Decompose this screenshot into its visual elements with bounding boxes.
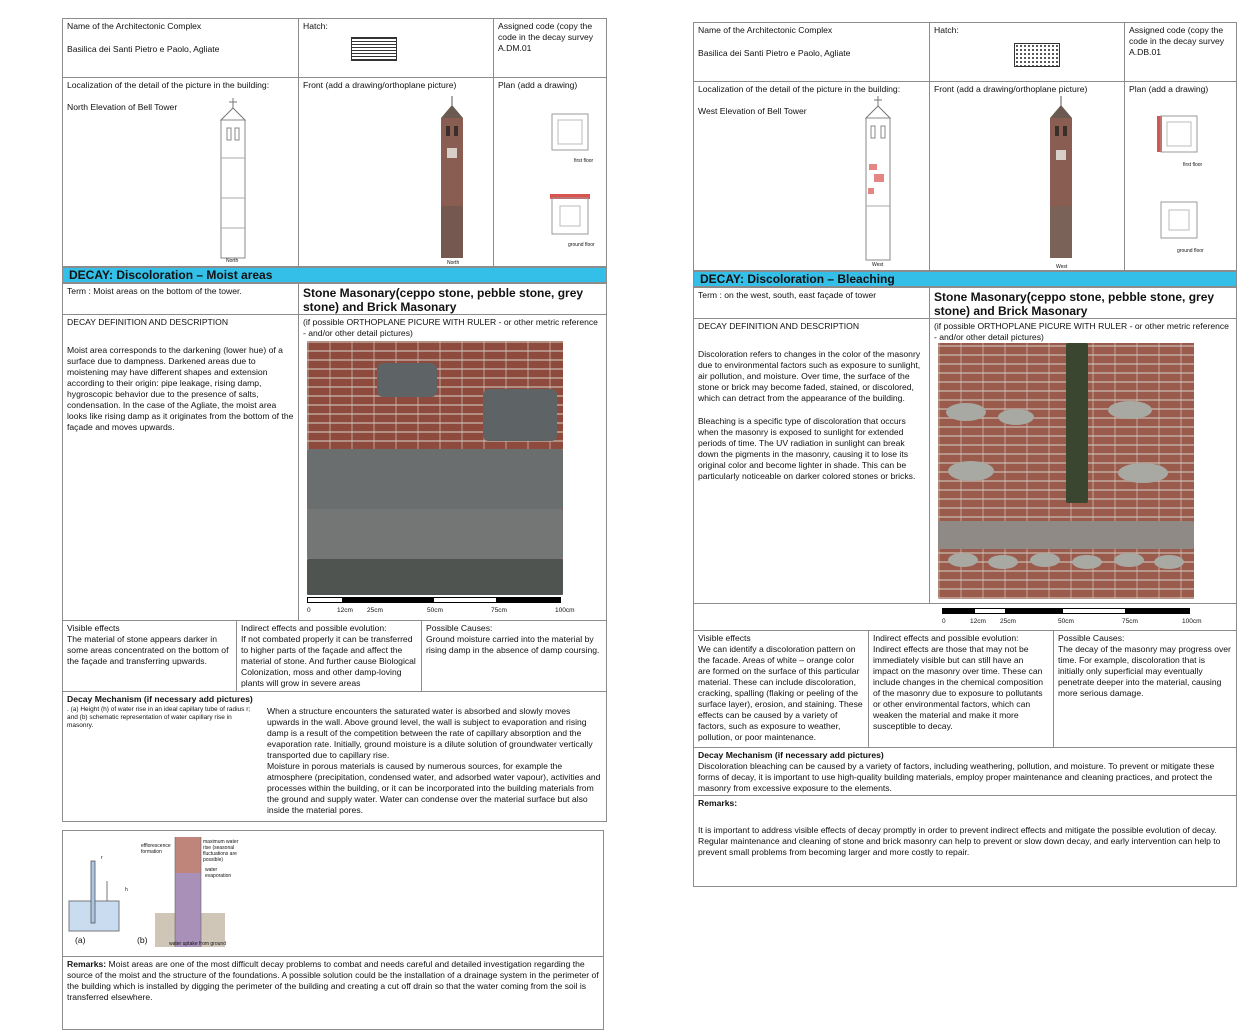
tower-line-drawing [860,96,896,268]
remarks-cell [693,795,1237,887]
definition-text-2: Bleaching is a specific type of discoloration that occurs when the masonry is exposed to sunlight for extended periods of time. The UV radiation in sunlight can break down the pigments in the masonry, causing it to lose its original color and become lighter in shade. This can be particularly noticeable on darker colored stones or bricks. [698,416,916,481]
hatch-swatch [351,37,397,61]
metric-ruler [942,608,1222,624]
ruler-label: 75cm [491,607,507,614]
remarks-label: Remarks: [698,798,738,808]
photo-cell [298,314,607,621]
ruler-label: 100cm [1182,618,1202,625]
definition-text: Moist area corresponds to the darkening (lower hue) of a surface due to dampness. Darkened areas due to moistening may have different shapes and extension according to their origin: pipe leakage, rising damp, hygroscopic behavior due to the presence of salts, condensation. In the case of the Agliate, the moist area looks like rising damp as it originates from the bottom of the façade and moves upwards. [67,345,294,432]
localization-cell [693,81,930,271]
plan-label: Plan (add a drawing) [1129,84,1209,94]
material-text: Stone Masonary(ceppo stone, pebble stone, grey stone) and Brick Masonary [303,286,584,314]
code-cell [493,18,607,78]
definition-label: DECAY DEFINITION AND DESCRIPTION [67,317,229,327]
ruler-label: 12cm [337,607,353,614]
localization-label: Localization of the detail of the picture in the building: [67,80,270,90]
term-text: Term : on the west, south, east façade of tower [698,290,877,300]
remarks-text: It is important to address visible effects of decay promptly in order to prevent indirect effects and mitigate the possible evolution of decay. Regular maintenance and cleaning of stone and brick masonry can help to prevent or slow down decay, and early intervention can help to prevent small problems from becoming larger and more costly to repair. [698,825,1221,857]
code-label: Assigned code (copy the code in the decay survey [498,21,594,42]
photo-note: (if possible ORTHOPLANE PICURE WITH RULER - or other metric reference - and/or other detail pictures) [934,321,1229,342]
remarks-label: Remarks: [67,959,107,969]
code-value: A.DB.01 [1129,47,1162,57]
indirect-text: If not combated properly it can be transferred to higher parts of the façade and affect the material of stone. And further cause Biological Colonization, moss and other damp-loving plants will grow in severe areas [241,634,416,688]
visible-label: Visible effects [67,623,120,633]
ruler-cell [693,603,1237,631]
indirect-effects-cell [868,630,1054,748]
material-text: Stone Masonary(ceppo stone, pebble stone, grey stone) and Brick Masonary [934,290,1215,318]
diagram-cell [62,830,604,956]
causes-text: The decay of the masonry may progress over time. For example, discoloration that is initially only superficial may eventually penetrate deeper into the material, causing more serious damage. [1058,644,1231,698]
localization-label: Localization of the detail of the picture in the building: [698,84,901,94]
tower-caption: North [226,258,239,264]
photo-note: (if possible ORTHOPLANE PICURE WITH RULER - or other metric reference - and/or other detail pictures) [303,317,598,338]
plan-ground-floor-drawing [548,190,592,240]
complex-name: Basilica dei Santi Pietro e Paolo, Agliate [67,44,220,54]
localization-value: North Elevation of Bell Tower [67,102,178,112]
visible-text: We can identify a discoloration pattern on the facade. Areas of white – orange color are formed on the surface of this particular material. These can include discoloration, cracking, spalling (flaking or peeling of the surface layer), erosion, and staining. These effects can be caused by a variety of factors, such as exposure to weather, pollution, or poor maintenance. [698,644,863,742]
tower-line-drawing [213,98,253,267]
code-label: Assigned code (copy the code in the decay survey [1129,25,1225,46]
metric-ruler [307,597,587,613]
diagram-h-label: h [125,887,128,893]
ruler-label: 50cm [1058,618,1074,625]
indirect-label: Indirect effects and possible evolution: [873,633,1019,643]
plan-ground-floor-drawing [1155,198,1203,246]
ruler-label: 0 [307,607,311,614]
definition-label: DECAY DEFINITION AND DESCRIPTION [698,321,860,331]
causes-cell [1053,630,1237,748]
complex-name-cell [62,18,299,78]
tower-photo [1046,96,1076,264]
decay-title: DECAY: Discoloration – Bleaching [693,271,1237,287]
mechanism-cell [62,691,607,822]
ruler-label: 12cm [970,618,986,625]
ruler-label: 75cm [1122,618,1138,625]
code-value: A.DM.01 [498,43,532,53]
ruler-label: 100cm [555,607,575,614]
mechanism-text: Discoloration bleaching can be caused by a variety of factors, including weathering, pollution, and moisture. To prevent or mitigate these forms of decay, it is important to use high-quality building materials, employ proper maintenance and cleaning practices, and protect the masonry from excessive exposure to the elements. [698,761,1215,793]
mechanism-text: When a structure encounters the saturated water is absorbed and slowly moves upwards in the wall. Above ground level, the wall is subject to evaporation and rising damp is a result of the competition between the rate of capillary absorption and the evaporation rate. Initially, ground moisture is a dilute solution of groundwater vertically transported due to capillary rise. Moisture in porous materials is caused by numerous sources, for example the atmosphere (precipitation, condensed water, and adsorbed water vapour), activities and processes within the building, or it can be incorporated into the building materials from the ground and supply water. Water can condense over the material surface but also inside the material pores. [267,706,601,815]
diagram-a-label: (a) [75,935,86,945]
tower-photo [437,96,467,264]
tower-photo-caption: West [1056,264,1068,270]
mechanism-cell [693,747,1237,796]
front-cell [298,77,494,267]
masonry-photo [938,343,1194,599]
definition-cell [693,318,930,604]
complex-name-cell [693,22,930,82]
term-text: Term : Moist areas on the bottom of the tower. [67,286,242,296]
diagram-b-label: (b) [137,935,148,945]
remarks-cell [62,956,604,1030]
material-cell [929,287,1237,319]
ruler-label: 0 [942,618,946,625]
capillary-tube-diagram [67,851,127,941]
diagram-ground-label: water uptake from ground [169,941,226,947]
term-cell [693,287,930,319]
tower-caption: West [872,262,884,268]
ruler-label: 25cm [1000,618,1016,625]
indirect-text: Indirect effects are those that may not be immediately visible but can still have an impact on the masonry over time. These can include changes in the chemical composition of the masonry due to exposure to pollutants or other environmental factors, which can weaken the material and make it more susceptible to decay. [873,644,1044,731]
causes-label: Possible Causes: [426,623,493,633]
photo-cell [929,318,1237,604]
definition-cell [62,314,299,621]
plan-ground-label: ground floor [568,242,595,248]
decay-title: DECAY: Discoloration – Moist areas [62,267,607,283]
remarks-text: Moist areas are one of the most difficult decay problems to combat and needs careful and detailed investigation regarding the source of the moist and the structure of the foundations. A possible solution could be the installation of a drainage system in the perimeter of the building which is installed by digging the perimeter of the building and creating a cut off drain so that the water coming from the soil is transferred elsewhere. [67,959,599,1002]
hatch-swatch [1014,43,1060,67]
indirect-label: Indirect effects and possible evolution: [241,623,387,633]
causes-cell [421,620,607,692]
complex-label: Name of the Architectonic Complex [698,25,833,35]
complex-name: Basilica dei Santi Pietro e Paolo, Agliate [698,48,851,58]
causes-label: Possible Causes: [1058,633,1125,643]
plan-ground-label: ground floor [1177,248,1204,254]
front-cell [929,81,1125,271]
plan-label: Plan (add a drawing) [498,80,578,90]
ruler-label: 50cm [427,607,443,614]
hatch-label: Hatch: [934,25,959,35]
visible-text: The material of stone appears darker in some areas concentrated on the bottom of the façade and transferring upwards. [67,634,229,666]
hatch-label: Hatch: [303,21,328,31]
plan-cell [493,77,607,267]
diagram-efflorescence-label: efflorescence formation [141,843,171,855]
tower-photo-caption: North [447,260,460,266]
front-label: Front (add a drawing/orthoplane picture) [934,84,1088,94]
plan-first-label: first floor [1183,162,1203,168]
masonry-photo [307,341,563,595]
hatch-cell [929,22,1125,82]
visible-effects-cell [693,630,869,748]
ruler-label: 25cm [367,607,383,614]
mechanism-caption: . (a) Height (h) of water rise in an ideal capillary tube of radius r; and (b) schematic representation of water capillary rise in masonry. [67,706,251,729]
indirect-effects-cell [236,620,422,692]
visible-label: Visible effects [698,633,751,643]
plan-first-label: first floor [574,158,594,164]
diagram-evaporation-label: water evaporation [205,867,232,879]
plan-first-floor-drawing [548,110,592,154]
term-cell [62,283,299,315]
complex-label: Name of the Architectonic Complex [67,21,202,31]
diagram-maxrise-label: maximum water rise (seasonal fluctuations are possible) [203,839,239,863]
plan-cell [1124,81,1237,271]
causes-text: Ground moisture carried into the material by rising damp in the absence of damp coursing. [426,634,600,655]
localization-value: West Elevation of Bell Tower [698,106,807,116]
plan-first-floor-drawing [1155,112,1203,160]
mechanism-label: Decay Mechanism (if necessary add pictures) [67,694,253,704]
diagram-r-label: r [101,855,103,861]
code-cell [1124,22,1237,82]
material-cell [298,283,607,315]
visible-effects-cell [62,620,237,692]
front-label: Front (add a drawing/orthoplane picture) [303,80,457,90]
hatch-cell [298,18,494,78]
definition-text-1: Discoloration refers to changes in the color of the masonry due to environmental factors such as exposure to sunlight, air pollution, and moisture. Over time, the surface of the stone or brick may become faded, stained, or discolored, which can detract from the appearance of the building. [698,349,921,403]
mechanism-label: Decay Mechanism (if necessary add pictures) [698,750,884,760]
localization-cell [62,77,299,267]
